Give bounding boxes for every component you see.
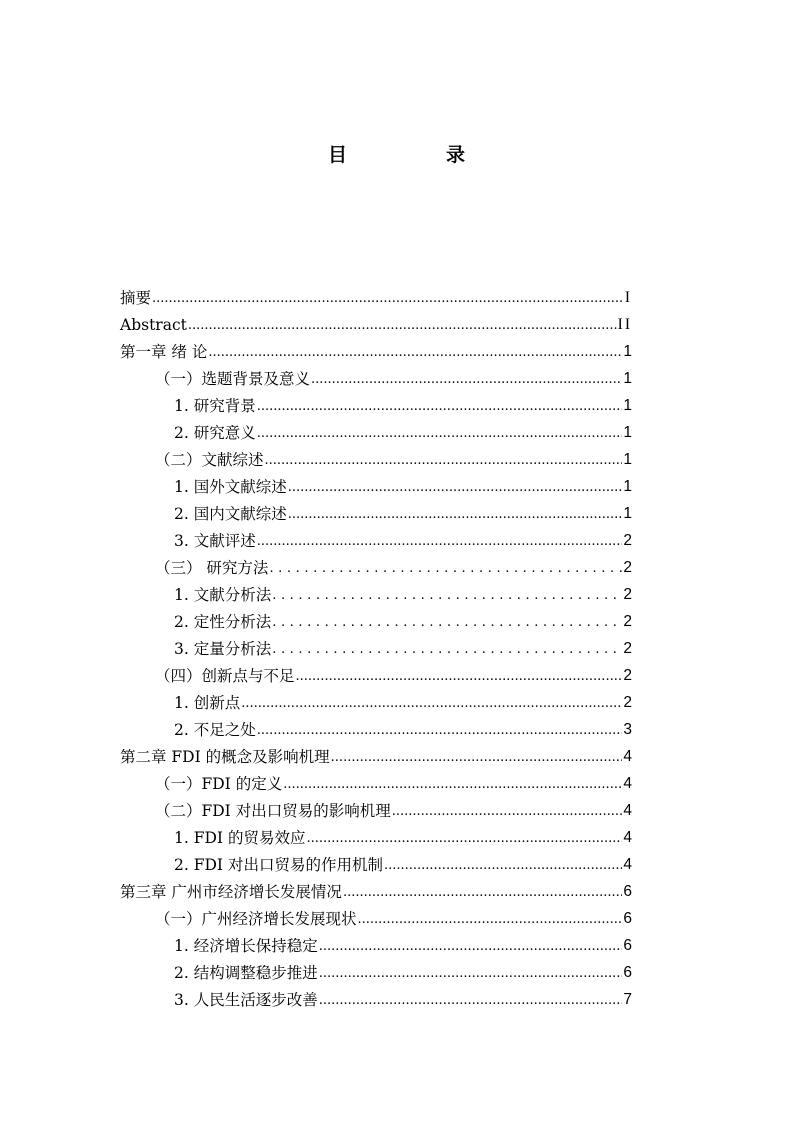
dot-leader [272, 614, 622, 632]
dot-leader [283, 776, 622, 794]
dot-leader [152, 290, 624, 308]
toc-page-number: 2 [623, 613, 632, 630]
toc-page-number: II [617, 316, 632, 333]
dot-leader [208, 344, 622, 362]
toc-entry-abstract-en[interactable] [120, 309, 632, 335]
dot-leader [306, 830, 622, 848]
toc-label: 第二章 FDI 的概念及影响机理 [120, 748, 330, 766]
toc-entry-subsection[interactable] [174, 714, 632, 740]
toc-entry-subsection[interactable] [174, 390, 632, 416]
toc-label: 1. FDI 的贸易效应 [174, 829, 306, 847]
page-title: 目 录 [327, 144, 505, 166]
toc-entry-subsection[interactable] [174, 822, 632, 848]
toc-entry-section[interactable] [155, 552, 632, 578]
dot-leader [265, 452, 623, 470]
toc-label: （一）选题背景及意义 [155, 370, 311, 388]
toc-page-number: 6 [623, 910, 632, 927]
toc-label: 3. 人民生活逐步改善 [174, 991, 318, 1009]
dot-leader [319, 992, 623, 1010]
toc-label: 2. 国内文献综述 [174, 505, 287, 523]
toc-label: 2. 定性分析法 [174, 613, 272, 631]
toc-label: 第一章 绪 论 [120, 343, 208, 361]
dot-leader [272, 641, 622, 659]
toc-page-number: 1 [623, 370, 632, 387]
toc-label: （二）FDI 对出口贸易的影响机理 [155, 802, 391, 820]
toc-label: （一）广州经济增长发展现状 [155, 910, 357, 928]
toc-label: 1. 文献分析法 [174, 586, 272, 604]
toc-page-number: 2 [623, 532, 632, 549]
dot-leader [188, 317, 617, 335]
toc-label: （一）FDI 的定义 [155, 775, 283, 793]
dot-leader [343, 884, 622, 902]
dot-leader [288, 479, 623, 497]
toc-page-number: 6 [623, 937, 632, 954]
dot-leader [392, 803, 623, 821]
toc-entry-abstract-cn[interactable] [120, 282, 632, 308]
toc-page-number: 4 [623, 748, 632, 765]
toc-page-number: 2 [623, 667, 632, 684]
toc-entry-subsection[interactable] [174, 606, 632, 632]
toc-label: （四）创新点与不足 [155, 667, 295, 685]
toc-label: （三） 研究方法 [155, 559, 269, 577]
dot-leader [272, 587, 622, 605]
toc-page-number: 1 [623, 505, 632, 522]
toc-entry-chapter-3[interactable] [120, 876, 632, 902]
toc-page-number: 3 [623, 721, 632, 738]
toc-label: （二）文献综述 [155, 451, 264, 469]
dot-leader [288, 506, 623, 524]
toc-page-number: 2 [623, 586, 632, 603]
toc-entry-subsection[interactable] [174, 930, 632, 956]
dot-leader [257, 425, 623, 443]
toc-label: 2. 结构调整稳步推进 [174, 964, 318, 982]
toc-page-number: 4 [623, 775, 632, 792]
toc-entry-subsection[interactable] [174, 957, 632, 983]
toc-page-number: 1 [623, 451, 632, 468]
toc-label: 3. 定量分析法 [174, 640, 272, 658]
toc-page-number: 1 [623, 343, 632, 360]
toc-entry-subsection[interactable] [174, 525, 632, 551]
dot-leader [296, 668, 623, 686]
toc-label: 2. FDI 对出口贸易的作用机制 [174, 856, 383, 874]
toc-entry-subsection[interactable] [174, 984, 632, 1010]
toc-entry-subsection[interactable] [174, 498, 632, 524]
toc-page-number: 2 [623, 640, 632, 657]
toc-entry-subsection[interactable] [174, 633, 632, 659]
dot-leader [331, 749, 623, 767]
toc-label: 2. 研究意义 [174, 424, 256, 442]
toc-page-number: 1 [623, 397, 632, 414]
dot-leader [269, 560, 622, 578]
dot-leader [257, 398, 623, 416]
toc-entry-section[interactable] [155, 363, 632, 389]
toc-label: 1. 经济增长保持稳定 [174, 937, 318, 955]
dot-leader [257, 722, 623, 740]
dot-leader [257, 533, 623, 551]
toc-page-number: 4 [623, 829, 632, 846]
toc-page-number: 1 [623, 424, 632, 441]
toc-label: Abstract [120, 316, 187, 334]
toc-label: 摘要 [120, 289, 152, 307]
toc-entry-subsection[interactable] [174, 687, 632, 713]
dot-leader [311, 371, 622, 389]
toc-label: 2. 不足之处 [174, 721, 256, 739]
toc-page-number: 7 [623, 991, 632, 1008]
toc-page-number: 2 [623, 559, 632, 576]
toc-label: 3. 文献评述 [174, 532, 256, 550]
dot-leader [241, 695, 622, 713]
toc-label: 第三章 广州市经济增长发展情况 [120, 883, 342, 901]
toc-entry-chapter-2[interactable] [120, 741, 632, 767]
toc-label: 1. 创新点 [174, 694, 241, 712]
toc-entry-section[interactable] [155, 795, 632, 821]
toc-page-number: I [624, 289, 632, 306]
dot-leader [319, 965, 623, 983]
toc-page-number: 4 [623, 856, 632, 873]
dot-leader [358, 911, 623, 929]
toc-page-number: 2 [623, 694, 632, 711]
toc-page-number: 6 [623, 964, 632, 981]
toc-label: 1. 国外文献综述 [174, 478, 287, 496]
dot-leader [319, 938, 623, 956]
dot-leader [384, 857, 622, 875]
toc-entry-section[interactable] [155, 768, 632, 794]
toc-entry-section[interactable] [155, 660, 632, 686]
toc-page-number: 4 [623, 802, 632, 819]
toc-entry-chapter-1[interactable] [120, 336, 632, 362]
toc-entry-subsection[interactable] [174, 417, 632, 443]
toc-page-number: 6 [623, 883, 632, 900]
toc-entry-section[interactable] [155, 444, 632, 470]
toc-entry-subsection[interactable] [174, 849, 632, 875]
toc-entry-section[interactable] [155, 903, 632, 929]
toc-entry-subsection[interactable] [174, 471, 632, 497]
toc-label: 1. 研究背景 [174, 397, 256, 415]
toc-entry-subsection[interactable] [174, 579, 632, 605]
toc-page-number: 1 [623, 478, 632, 495]
